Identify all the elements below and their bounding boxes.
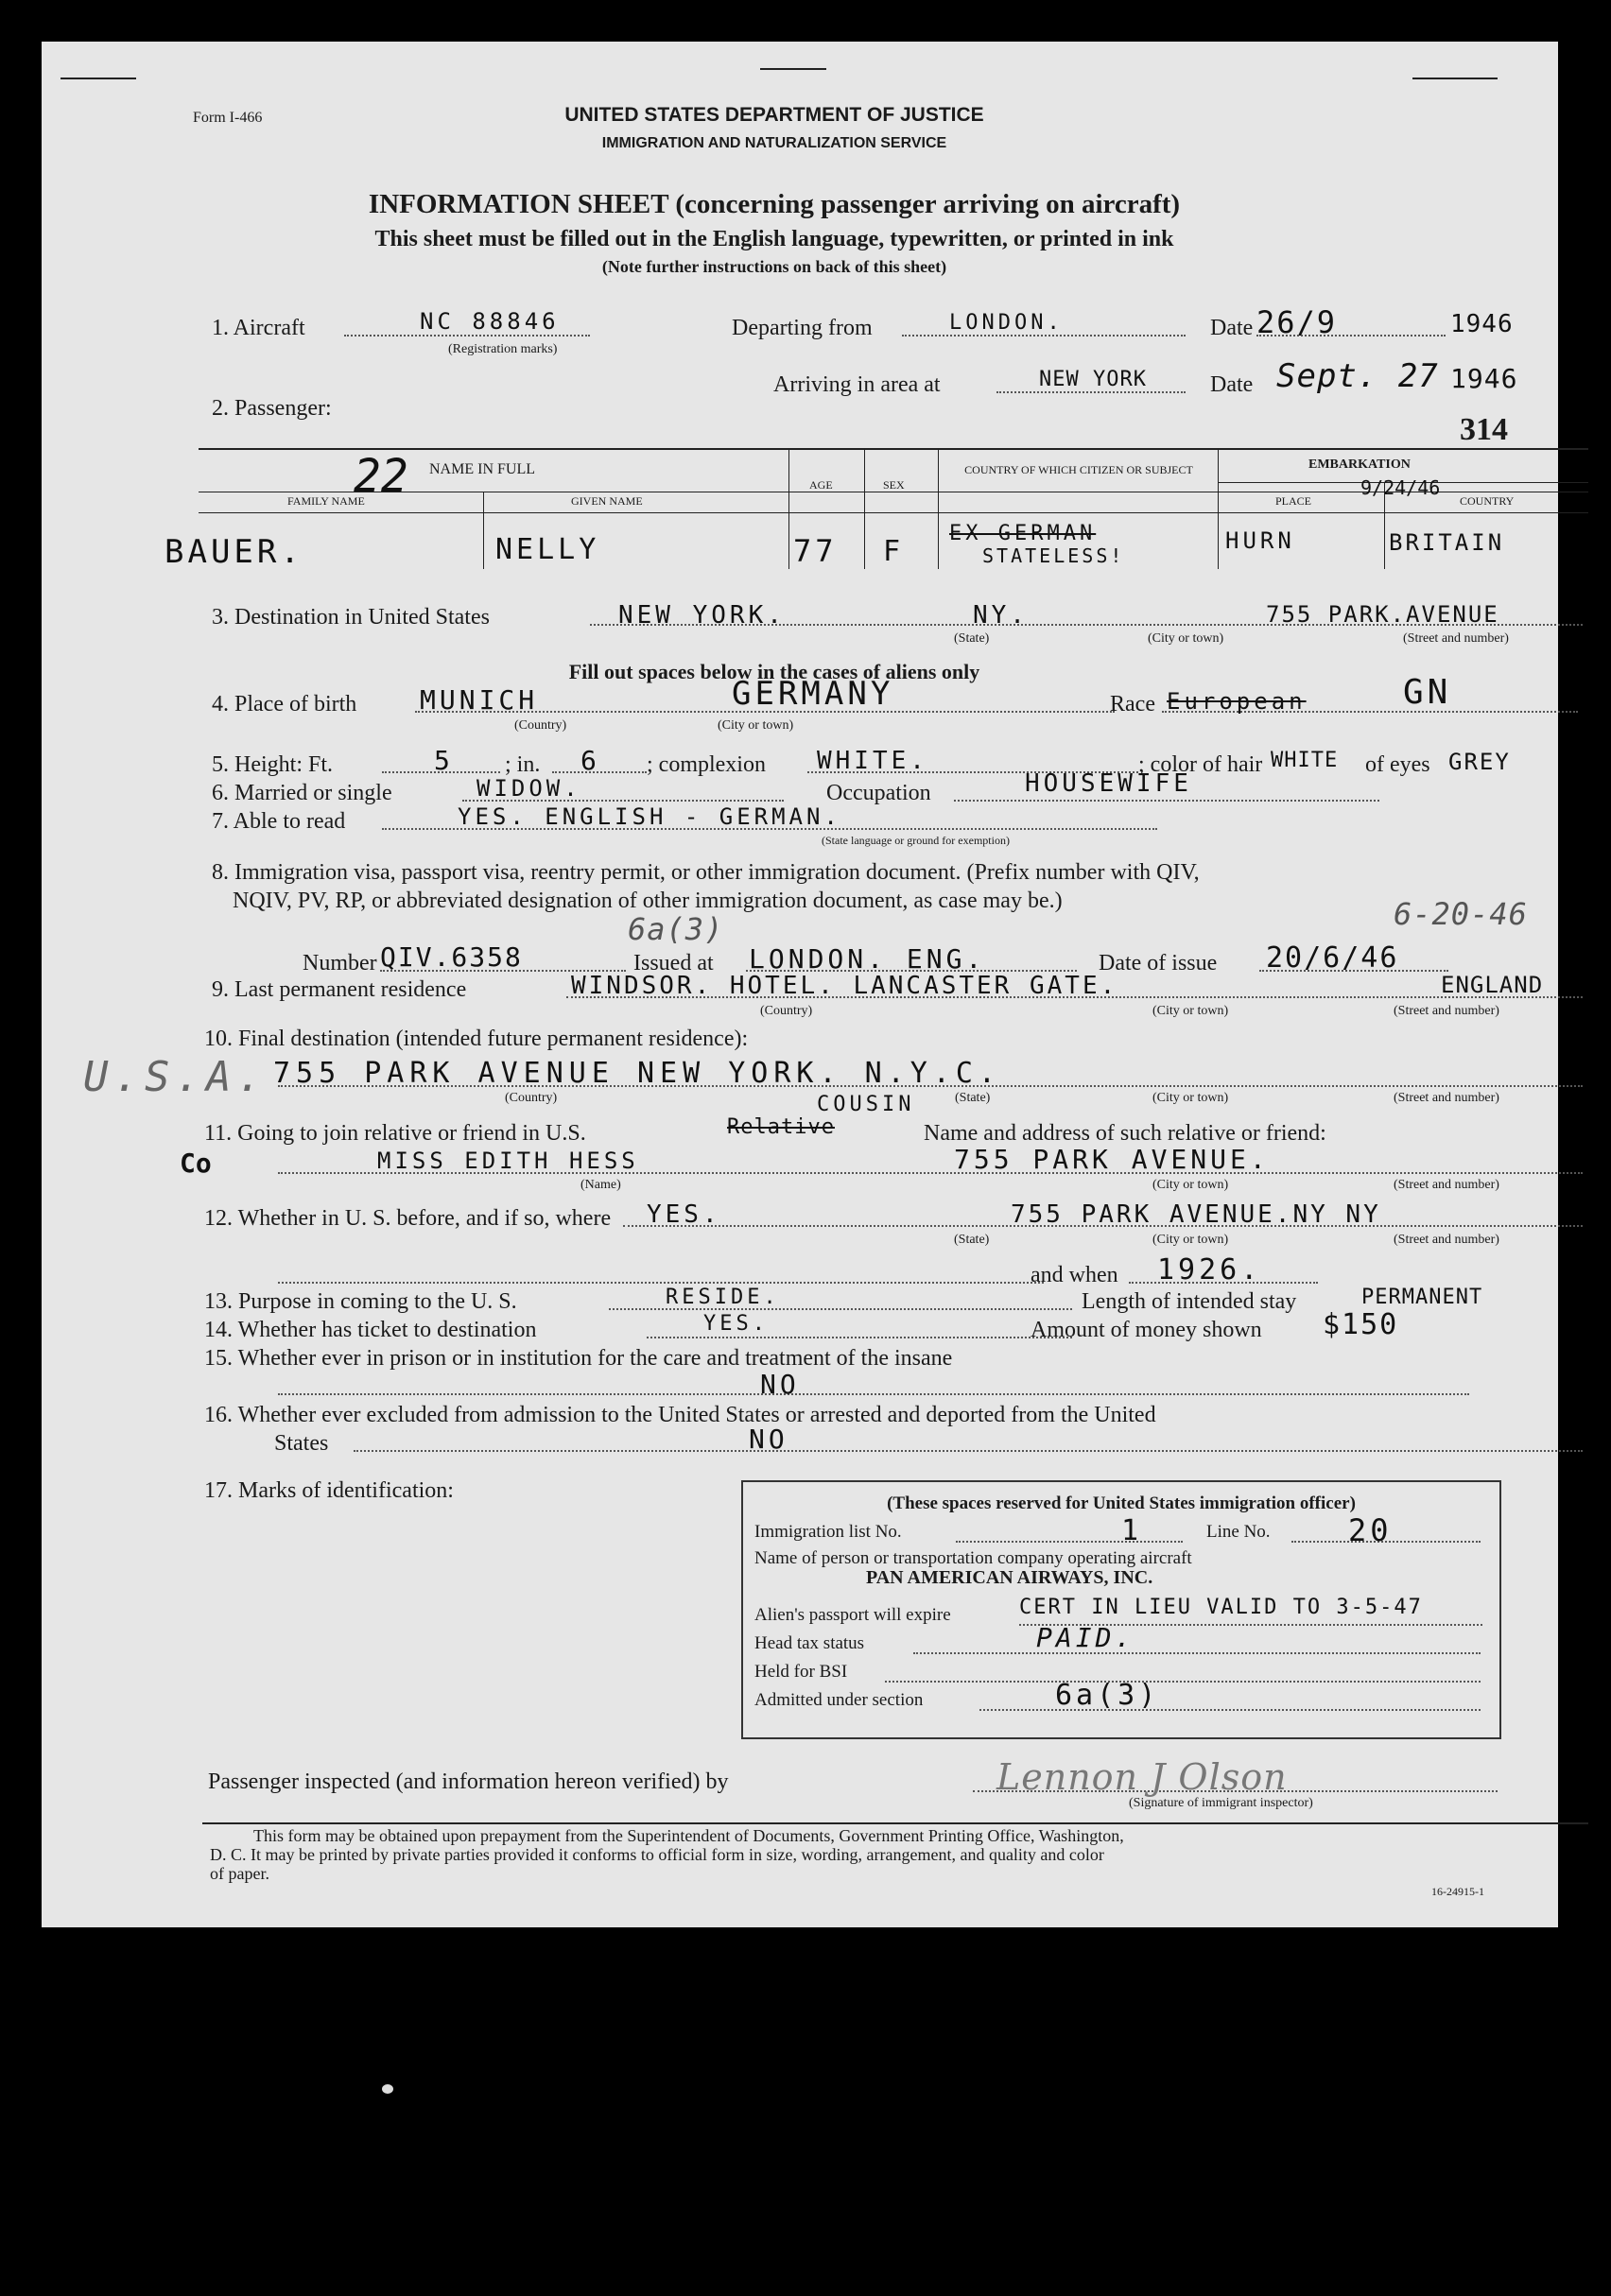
header-given-name: GIVEN NAME <box>571 494 643 508</box>
visa-line2: NQIV, PV, RP, or abbreviated designation of other immigration document, as case may be.) <box>233 889 1063 913</box>
company-value: PAN AMERICAN AIRWAYS, INC. <box>866 1567 1153 1588</box>
bsi-line <box>885 1681 1481 1683</box>
race-label: Race <box>1110 692 1155 716</box>
birth-city: MUNICH <box>420 684 539 716</box>
eyes-value: GREY <box>1448 749 1511 775</box>
instruction-note: (Note further instructions on back of this sheet) <box>601 257 947 276</box>
prison-line <box>278 1393 1469 1395</box>
header-name-in-full: NAME IN FULL <box>429 461 535 477</box>
excluded-line2: States <box>274 1431 329 1456</box>
inspected-label: Passenger inspected (and information hereon verified) by <box>208 1769 729 1794</box>
issue-date-label: Date of issue <box>1099 951 1218 975</box>
caption-city: (City or town) <box>1152 1004 1229 1018</box>
passport-label: Alien's passport will expire <box>754 1605 951 1625</box>
passenger-mark: 22 <box>354 450 408 503</box>
date-line <box>1256 335 1446 337</box>
complexion-label: ; complexion <box>647 752 766 777</box>
inches-label: ; in. <box>505 752 541 777</box>
caption-city: (City or town) <box>1152 1091 1229 1105</box>
registration-caption: (Registration marks) <box>448 342 558 356</box>
prior-us-label: 12. Whether in U. S. before, and if so, where <box>204 1206 612 1231</box>
visa-date-annotation: 6-20-46 <box>1394 896 1528 932</box>
col-divider <box>483 492 484 569</box>
final-destination-value: 755 PARK AVENUE NEW YORK. N.Y.C. <box>273 1057 1001 1090</box>
when-label: and when <box>1031 1263 1118 1287</box>
edge-mark <box>760 68 826 70</box>
tax-value: PAID. <box>1036 1622 1135 1653</box>
visa-number-value: QIV.6358 <box>380 941 523 973</box>
occupation-label: Occupation <box>826 781 931 805</box>
arriving-label: Arriving in area at <box>773 372 941 397</box>
issued-at-value: LONDON. ENG. <box>749 943 986 975</box>
caption-country: (Country) <box>514 718 567 733</box>
prior-us-address: 755 PARK AVENUE.NY NY <box>1011 1200 1381 1229</box>
marital-value: WIDOW. <box>476 775 581 802</box>
hair-label: ; color of hair <box>1138 752 1263 777</box>
purpose-value: RESIDE. <box>666 1286 780 1309</box>
departing-value: LONDON. <box>949 311 1064 335</box>
passenger-label: 2. Passenger: <box>212 396 332 421</box>
company-label: Name of person or transportation company operating aircraft <box>754 1548 1192 1568</box>
birth-country: GERMANY <box>732 675 894 713</box>
officer-box-title: (These spaces reserved for United States immigration officer) <box>887 1493 1356 1513</box>
passport-value: CERT IN LIEU VALID TO 3-5-47 <box>1019 1596 1423 1619</box>
excluded-value: NO <box>749 1424 788 1455</box>
header-age: AGE <box>809 478 833 492</box>
birthplace-label: 4. Place of birth <box>212 692 357 716</box>
final-destination-margin: U.S.A. <box>83 1053 268 1101</box>
join-address-label: Name and address of such relative or friend: <box>924 1121 1326 1146</box>
arriving-value: NEW YORK <box>1039 368 1147 391</box>
join-label: 11. Going to join relative or friend in U.S. <box>204 1121 586 1146</box>
ticket-line <box>647 1337 1072 1338</box>
table-header-rule <box>199 512 1588 513</box>
departing-line <box>902 335 1186 337</box>
col-divider <box>864 448 865 569</box>
year-value: 1946 <box>1450 310 1514 338</box>
header-country: COUNTRY OF WHICH CITIZEN OR SUBJECT <box>964 463 1193 476</box>
aircraft-label: 1. Aircraft <box>212 316 305 340</box>
final-destination-label: 10. Final destination (intended future permanent residence): <box>204 1027 749 1051</box>
emb-country-value: BRITAIN <box>1389 529 1505 556</box>
list-label: Immigration list No. <box>754 1522 902 1542</box>
caption-city: (City or town) <box>1148 631 1224 646</box>
header-sex: SEX <box>883 478 905 492</box>
age-value: 77 <box>793 533 838 569</box>
citizen-struck: EX GERMAN <box>949 522 1097 545</box>
family-name-value: BAUER. <box>165 533 303 571</box>
relation-value: COUSIN <box>817 1093 915 1116</box>
header-embarkation: EMBARKATION <box>1308 457 1411 472</box>
arriving-line <box>996 391 1186 393</box>
prior-us-value: YES. <box>647 1200 721 1229</box>
header-emb-country: COUNTRY <box>1460 494 1515 508</box>
complexion-value: WHITE. <box>817 747 928 775</box>
hair-value: WHITE <box>1271 749 1339 772</box>
caption-state: (State) <box>954 631 990 646</box>
residence-value: WINDSOR. HOTEL. LANCASTER GATE. <box>571 972 1118 1000</box>
arrival-date-label: Date <box>1210 372 1254 397</box>
purpose-label: 13. Purpose in coming to the U. S. <box>204 1289 517 1314</box>
destination-state: NY. <box>973 601 1029 630</box>
residence-label: 9. Last permanent residence <box>212 977 467 1002</box>
caption-state: (State) <box>954 1233 990 1247</box>
read-value: YES. ENGLISH - GERMAN. <box>458 803 841 830</box>
feet-value: 5 <box>434 745 454 776</box>
caption-street: (Street and number) <box>1394 1091 1499 1105</box>
caption-country: (Country) <box>505 1091 558 1105</box>
race-value: GN <box>1403 673 1452 712</box>
officer-box <box>741 1480 1501 1739</box>
footer-line2: D. C. It may be printed by private parties provided it conforms to official form in size, wording, arrangement, and quality and color <box>210 1845 1104 1864</box>
footer-rule <box>202 1822 1588 1824</box>
excluded-line1: 16. Whether ever excluded from admission to the United States or arrested and deported from the United <box>204 1403 1156 1427</box>
tax-line <box>913 1652 1481 1654</box>
caption-country: (Country) <box>760 1004 813 1018</box>
aircraft-line <box>344 335 590 337</box>
given-name-value: NELLY <box>495 533 600 566</box>
issued-at-label: Issued at <box>633 951 714 975</box>
join-margin-mark: Co <box>180 1148 212 1179</box>
departing-label: Departing from <box>732 316 873 340</box>
sex-value: F <box>883 535 905 568</box>
visa-line1: 8. Immigration visa, passport visa, reentry permit, or other immigration document. (Prefix number with QIV, <box>212 860 1200 885</box>
form-sheet <box>42 42 1558 1927</box>
stray-mark <box>382 2084 393 2094</box>
instruction-line: This sheet must be filled out in the English language, typewritten, or printed in ink <box>374 227 1174 251</box>
when-lead-line <box>278 1282 1044 1284</box>
place-value: HURN <box>1225 527 1295 554</box>
tax-label: Head tax status <box>754 1633 865 1653</box>
section-label: Admitted under section <box>754 1690 924 1710</box>
destination-label: 3. Destination in United States <box>212 605 490 630</box>
date-value: 26/9 <box>1256 304 1338 340</box>
prison-value: NO <box>760 1369 800 1400</box>
friend-address-value: 755 PARK AVENUE. <box>954 1144 1270 1175</box>
col-divider <box>938 448 939 569</box>
line-value: 20 <box>1348 1512 1393 1548</box>
header-family-name: FAMILY NAME <box>287 494 365 508</box>
service-title: IMMIGRATION AND NATURALIZATION SERVICE <box>601 135 947 151</box>
aliens-note: Fill out spaces below in the cases of aliens only <box>568 660 980 683</box>
edge-mark <box>61 78 136 79</box>
embark-date: 9/24/46 <box>1360 476 1441 499</box>
occupation-line <box>954 800 1379 802</box>
ticket-label: 14. Whether has ticket to destination <box>204 1318 537 1342</box>
friend-name-value: MISS EDITH HESS <box>377 1148 639 1174</box>
visa-annotation: 6a(3) <box>628 911 724 947</box>
footer-line1: This form may be obtained upon prepayment from the Superintendent of Documents, Government Printing Office, Washington, <box>253 1826 1124 1845</box>
col-divider <box>788 448 789 569</box>
caption-city: (City or town) <box>1152 1233 1229 1247</box>
caption-city: (City or town) <box>1152 1178 1229 1192</box>
height-label: 5. Height: Ft. <box>212 752 334 777</box>
inches-value: 6 <box>580 745 600 776</box>
form-number: Form I-466 <box>193 110 263 126</box>
edge-mark <box>1412 78 1498 79</box>
visa-number-label: Number <box>303 951 377 975</box>
citizen-value: STATELESS! <box>982 544 1125 567</box>
section-value: 6a(3) <box>1055 1679 1160 1712</box>
page-title: INFORMATION SHEET (concerning passenger arriving on aircraft) <box>368 189 1181 219</box>
footer-line3: of paper. <box>210 1864 269 1883</box>
inspector-signature: Lennon J Olson <box>996 1756 1288 1798</box>
issue-date-value: 20/6/46 <box>1266 941 1399 975</box>
excluded-line <box>354 1450 1583 1452</box>
read-label: 7. Able to read <box>212 809 346 834</box>
marital-label: 6. Married or single <box>212 781 392 805</box>
passenger-number: 314 <box>1460 412 1508 447</box>
destination-city: NEW YORK. <box>618 601 786 630</box>
caption-street: (Street and number) <box>1394 1178 1499 1192</box>
money-label: Amount of money shown <box>1031 1318 1262 1342</box>
destination-street: 755 PARK.AVENUE <box>1266 601 1499 628</box>
ticket-value: YES. <box>703 1312 769 1336</box>
line-label: Line No. <box>1206 1522 1271 1542</box>
date-label: Date <box>1210 316 1254 340</box>
caption-street: (Street and number) <box>1394 1233 1499 1247</box>
when-value: 1926. <box>1157 1253 1262 1286</box>
caption-city: (City or town) <box>718 718 794 733</box>
col-divider <box>1218 448 1219 569</box>
caption-street: (Street and number) <box>1394 1004 1499 1018</box>
eyes-label: of eyes <box>1365 752 1430 777</box>
money-value: $150 <box>1323 1308 1399 1341</box>
occupation-value: HOUSEWIFE <box>1025 769 1192 798</box>
form-code: 16-24915-1 <box>1431 1885 1484 1898</box>
list-line <box>956 1541 1183 1543</box>
caption-street: (Street and number) <box>1403 631 1509 646</box>
caption-name: (Name) <box>580 1178 621 1192</box>
arrival-year-value: 1946 <box>1450 363 1518 394</box>
race-struck: European <box>1167 688 1307 715</box>
stay-label: Length of intended stay <box>1082 1289 1297 1314</box>
aircraft-value: NC 88846 <box>420 308 560 335</box>
bsi-label: Held for BSI <box>754 1662 848 1682</box>
stay-value: PERMANENT <box>1361 1286 1483 1309</box>
department-title: UNITED STATES DEPARTMENT OF JUSTICE <box>564 104 984 126</box>
caption-state: (State) <box>955 1091 991 1105</box>
relation-struck: Relative <box>727 1115 835 1139</box>
residence-country: ENGLAND <box>1441 972 1544 998</box>
list-value: 1 <box>1121 1514 1143 1547</box>
arrival-date-value: Sept. 27 <box>1276 357 1439 395</box>
prison-label: 15. Whether ever in prison or in institution for the care and treatment of the insane <box>204 1346 953 1371</box>
signature-caption: (Signature of immigrant inspector) <box>1129 1796 1313 1810</box>
read-caption: (State language or ground for exemption) <box>822 834 1010 847</box>
identification-label: 17. Marks of identification: <box>204 1478 454 1503</box>
header-place: PLACE <box>1275 494 1312 508</box>
